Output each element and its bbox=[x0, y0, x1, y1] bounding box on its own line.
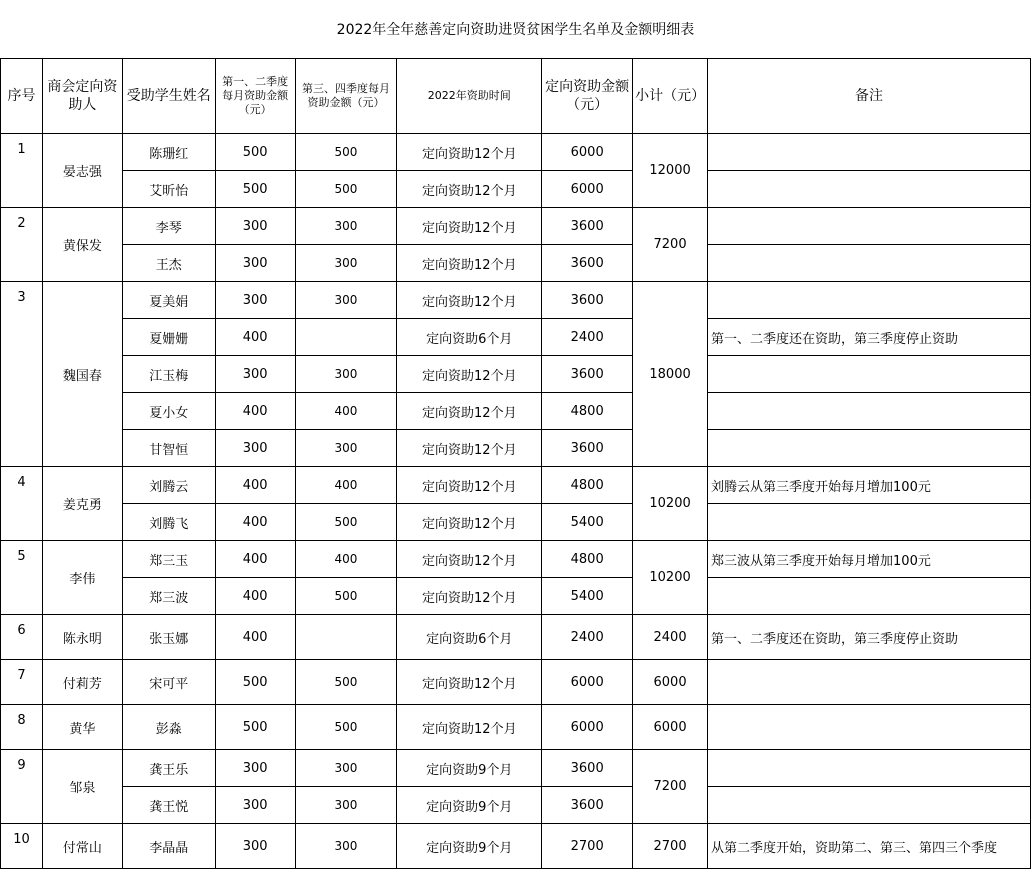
seq-cell: 7 bbox=[1, 660, 43, 705]
subtotal-cell: 6000 bbox=[633, 705, 708, 750]
table-row bbox=[1, 208, 1031, 245]
subtotal-cell: 6000 bbox=[633, 660, 708, 705]
sponsor-cell: 魏国春 bbox=[42, 282, 122, 467]
table-row bbox=[1, 578, 1031, 615]
student-cell: 张玉娜 bbox=[122, 615, 215, 660]
student-cell: 王杰 bbox=[122, 245, 215, 282]
period-cell: 定向资助12个月 bbox=[397, 393, 542, 430]
seq-cell: 1 bbox=[1, 134, 43, 208]
student-cell: 艾昕怡 bbox=[122, 171, 215, 208]
seq-cell: 4 bbox=[1, 467, 43, 541]
table-row bbox=[1, 282, 1031, 319]
student-cell: 宋可平 bbox=[122, 660, 215, 705]
q12-monthly-cell: 300 bbox=[215, 356, 295, 393]
amount-cell: 6000 bbox=[542, 134, 633, 171]
sponsor-cell: 付莉芳 bbox=[42, 660, 122, 705]
q12-monthly-cell: 400 bbox=[215, 319, 295, 356]
period-cell: 定向资助12个月 bbox=[397, 356, 542, 393]
header-q34-monthly: 第三、四季度每月资助金额（元） bbox=[295, 59, 397, 134]
student-cell: 刘腾飞 bbox=[122, 504, 215, 541]
student-cell: 江玉梅 bbox=[122, 356, 215, 393]
period-cell: 定向资助12个月 bbox=[397, 504, 542, 541]
q12-monthly-cell: 500 bbox=[215, 171, 295, 208]
q34-monthly-cell: 400 bbox=[295, 467, 397, 504]
q12-monthly-cell: 300 bbox=[215, 208, 295, 245]
q12-monthly-cell: 400 bbox=[215, 615, 295, 660]
q12-monthly-cell: 300 bbox=[215, 245, 295, 282]
q12-monthly-cell: 300 bbox=[215, 282, 295, 319]
q12-monthly-cell: 400 bbox=[215, 393, 295, 430]
header-seq: 序号 bbox=[1, 59, 43, 134]
amount-cell: 6000 bbox=[542, 660, 633, 705]
note-cell bbox=[708, 282, 1031, 319]
period-cell: 定向资助9个月 bbox=[397, 750, 542, 787]
q12-monthly-cell: 400 bbox=[215, 541, 295, 578]
table-row bbox=[1, 824, 1031, 869]
sponsor-cell: 黄华 bbox=[42, 705, 122, 750]
amount-cell: 2400 bbox=[542, 615, 633, 660]
student-cell: 郑三玉 bbox=[122, 541, 215, 578]
seq-cell: 5 bbox=[1, 541, 43, 615]
header-student: 受助学生姓名 bbox=[122, 59, 215, 134]
period-cell: 定向资助12个月 bbox=[397, 467, 542, 504]
sponsor-cell: 李伟 bbox=[42, 541, 122, 615]
q34-monthly-cell: 500 bbox=[295, 660, 397, 705]
table-title: 2022年全年慈善定向资助进贤贫困学生名单及金额明细表 bbox=[1, 0, 1031, 59]
student-cell: 龚王乐 bbox=[122, 750, 215, 787]
table-row bbox=[1, 319, 1031, 356]
period-cell: 定向资助12个月 bbox=[397, 245, 542, 282]
period-cell: 定向资助9个月 bbox=[397, 824, 542, 869]
note-cell bbox=[708, 393, 1031, 430]
q12-monthly-cell: 300 bbox=[215, 787, 295, 824]
q12-monthly-cell: 500 bbox=[215, 705, 295, 750]
q12-monthly-cell: 400 bbox=[215, 504, 295, 541]
period-cell: 定向资助12个月 bbox=[397, 541, 542, 578]
table-row bbox=[1, 171, 1031, 208]
q34-monthly-cell: 500 bbox=[295, 578, 397, 615]
header-amount: 定向资助金额（元） bbox=[542, 59, 633, 134]
table-row bbox=[1, 393, 1031, 430]
amount-cell: 6000 bbox=[542, 705, 633, 750]
q34-monthly-cell: 500 bbox=[295, 504, 397, 541]
q34-monthly-cell: 300 bbox=[295, 208, 397, 245]
q34-monthly-cell: 300 bbox=[295, 787, 397, 824]
q12-monthly-cell: 300 bbox=[215, 430, 295, 467]
student-cell: 彭淼 bbox=[122, 705, 215, 750]
q34-monthly-cell: 300 bbox=[295, 824, 397, 869]
amount-cell: 3600 bbox=[542, 430, 633, 467]
header-subtotal: 小计（元） bbox=[633, 59, 708, 134]
amount-cell: 3600 bbox=[542, 208, 633, 245]
q34-monthly-cell bbox=[295, 319, 397, 356]
seq-cell: 9 bbox=[1, 750, 43, 824]
note-cell bbox=[708, 750, 1031, 787]
seq-cell: 2 bbox=[1, 208, 43, 282]
note-cell bbox=[708, 245, 1031, 282]
seq-cell: 3 bbox=[1, 282, 43, 467]
subtotal-cell: 2400 bbox=[633, 615, 708, 660]
q12-monthly-cell: 400 bbox=[215, 578, 295, 615]
note-cell bbox=[708, 578, 1031, 615]
table-row bbox=[1, 134, 1031, 171]
q34-monthly-cell: 500 bbox=[295, 134, 397, 171]
table-row bbox=[1, 787, 1031, 824]
q34-monthly-cell bbox=[295, 615, 397, 660]
note-cell bbox=[708, 134, 1031, 171]
table-row bbox=[1, 467, 1031, 504]
q34-monthly-cell: 300 bbox=[295, 356, 397, 393]
amount-cell: 3600 bbox=[542, 356, 633, 393]
sponsor-cell: 黄保发 bbox=[42, 208, 122, 282]
note-cell: 第一、二季度还在资助，第三季度停止资助 bbox=[708, 319, 1031, 356]
q34-monthly-cell: 500 bbox=[295, 705, 397, 750]
table-row bbox=[1, 430, 1031, 467]
subtotal-cell: 7200 bbox=[633, 208, 708, 282]
q12-monthly-cell: 500 bbox=[215, 134, 295, 171]
header-note: 备注 bbox=[708, 59, 1031, 134]
q12-monthly-cell: 400 bbox=[215, 467, 295, 504]
note-cell bbox=[708, 171, 1031, 208]
student-cell: 甘智恒 bbox=[122, 430, 215, 467]
period-cell: 定向资助12个月 bbox=[397, 430, 542, 467]
header-sponsor: 商会定向资助人 bbox=[42, 59, 122, 134]
student-cell: 陈珊红 bbox=[122, 134, 215, 171]
q34-monthly-cell: 300 bbox=[295, 750, 397, 787]
header-period: 2022年资助时间 bbox=[397, 59, 542, 134]
amount-cell: 5400 bbox=[542, 578, 633, 615]
note-cell bbox=[708, 356, 1031, 393]
period-cell: 定向资助12个月 bbox=[397, 660, 542, 705]
period-cell: 定向资助9个月 bbox=[397, 787, 542, 824]
amount-cell: 3600 bbox=[542, 282, 633, 319]
period-cell: 定向资助12个月 bbox=[397, 578, 542, 615]
table-row bbox=[1, 660, 1031, 705]
amount-cell: 4800 bbox=[542, 467, 633, 504]
sponsor-cell: 晏志强 bbox=[42, 134, 122, 208]
table-row bbox=[1, 750, 1031, 787]
sponsor-cell: 姜克勇 bbox=[42, 467, 122, 541]
amount-cell: 5400 bbox=[542, 504, 633, 541]
header-q12-monthly: 第一、二季度每月资助金额（元） bbox=[215, 59, 295, 134]
amount-cell: 3600 bbox=[542, 787, 633, 824]
amount-cell: 4800 bbox=[542, 393, 633, 430]
amount-cell: 4800 bbox=[542, 541, 633, 578]
note-cell: 刘腾云从第三季度开始每月增加100元 bbox=[708, 467, 1031, 504]
subtotal-cell: 18000 bbox=[633, 282, 708, 467]
q12-monthly-cell: 300 bbox=[215, 824, 295, 869]
period-cell: 定向资助6个月 bbox=[397, 319, 542, 356]
q34-monthly-cell: 500 bbox=[295, 171, 397, 208]
period-cell: 定向资助12个月 bbox=[397, 134, 542, 171]
q34-monthly-cell: 300 bbox=[295, 430, 397, 467]
table-row bbox=[1, 541, 1031, 578]
table-row bbox=[1, 504, 1031, 541]
note-cell: 郑三波从第三季度开始每月增加100元 bbox=[708, 541, 1031, 578]
note-cell bbox=[708, 208, 1031, 245]
student-cell: 龚王悦 bbox=[122, 787, 215, 824]
note-cell: 第一、二季度还在资助，第三季度停止资助 bbox=[708, 615, 1031, 660]
period-cell: 定向资助12个月 bbox=[397, 282, 542, 319]
student-cell: 刘腾云 bbox=[122, 467, 215, 504]
amount-cell: 6000 bbox=[542, 171, 633, 208]
seq-cell: 8 bbox=[1, 705, 43, 750]
note-cell: 从第二季度开始，资助第二、第三、第四三个季度 bbox=[708, 824, 1031, 869]
note-cell bbox=[708, 430, 1031, 467]
table-row bbox=[1, 615, 1031, 660]
q34-monthly-cell: 300 bbox=[295, 245, 397, 282]
amount-cell: 2400 bbox=[542, 319, 633, 356]
sponsor-cell: 陈永明 bbox=[42, 615, 122, 660]
table-row bbox=[1, 356, 1031, 393]
subtotal-cell: 12000 bbox=[633, 134, 708, 208]
note-cell bbox=[708, 660, 1031, 705]
period-cell: 定向资助12个月 bbox=[397, 705, 542, 750]
q12-monthly-cell: 500 bbox=[215, 660, 295, 705]
amount-cell: 2700 bbox=[542, 824, 633, 869]
student-cell: 郑三波 bbox=[122, 578, 215, 615]
period-cell: 定向资助6个月 bbox=[397, 615, 542, 660]
period-cell: 定向资助12个月 bbox=[397, 208, 542, 245]
sponsor-cell: 付常山 bbox=[42, 824, 122, 869]
note-cell bbox=[708, 705, 1031, 750]
student-cell: 夏美娟 bbox=[122, 282, 215, 319]
q34-monthly-cell: 400 bbox=[295, 541, 397, 578]
q34-monthly-cell: 400 bbox=[295, 393, 397, 430]
amount-cell: 3600 bbox=[542, 245, 633, 282]
q34-monthly-cell: 300 bbox=[295, 282, 397, 319]
note-cell bbox=[708, 504, 1031, 541]
seq-cell: 10 bbox=[1, 824, 43, 869]
sponsor-cell: 邹泉 bbox=[42, 750, 122, 824]
subtotal-cell: 7200 bbox=[633, 750, 708, 824]
student-cell: 李晶晶 bbox=[122, 824, 215, 869]
student-cell: 夏小女 bbox=[122, 393, 215, 430]
note-cell bbox=[708, 787, 1031, 824]
seq-cell: 6 bbox=[1, 615, 43, 660]
table-row bbox=[1, 245, 1031, 282]
subtotal-cell: 2700 bbox=[633, 824, 708, 869]
subtotal-cell: 10200 bbox=[633, 467, 708, 541]
table-row bbox=[1, 705, 1031, 750]
student-cell: 夏姗姗 bbox=[122, 319, 215, 356]
amount-cell: 3600 bbox=[542, 750, 633, 787]
period-cell: 定向资助12个月 bbox=[397, 171, 542, 208]
student-cell: 李琴 bbox=[122, 208, 215, 245]
subtotal-cell: 10200 bbox=[633, 541, 708, 615]
header-row bbox=[1, 59, 1031, 134]
q12-monthly-cell: 300 bbox=[215, 750, 295, 787]
